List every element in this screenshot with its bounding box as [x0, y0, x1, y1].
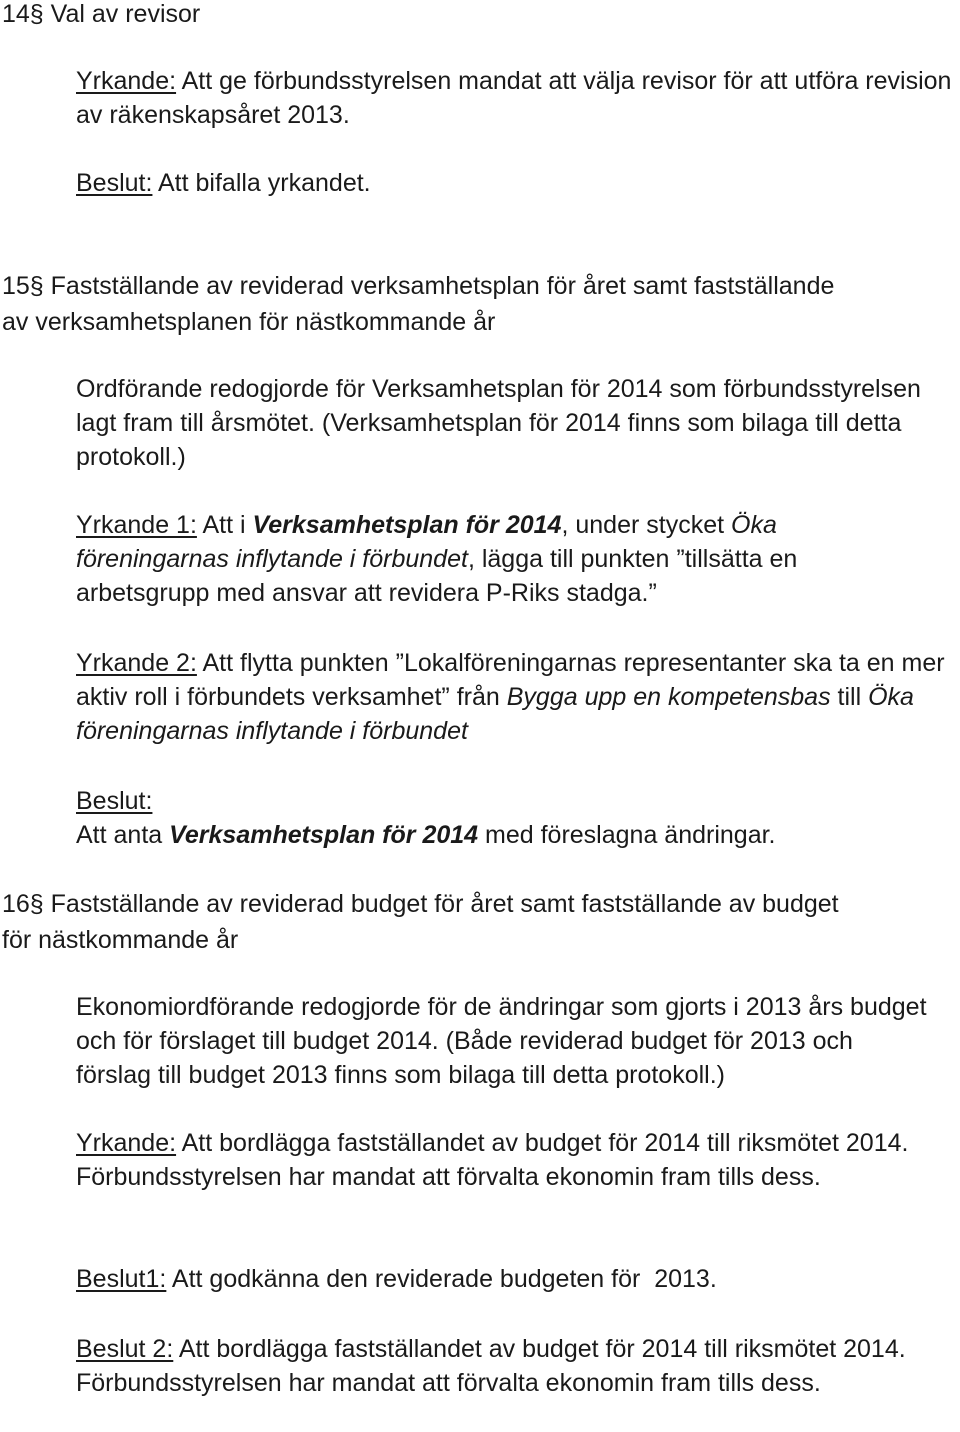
section-16-beslut-1 [0, 1262, 960, 1296]
beslut-text-c: med föreslagna ändringar. [478, 821, 776, 849]
beslut-text: Att bifalla yrkandet. [152, 169, 371, 197]
section-15 [0, 268, 960, 340]
yrkande-1-bold-ref: Verksamhetsplan för 2014 [252, 511, 562, 539]
section-16-beslut-2 [0, 1332, 960, 1400]
yrkande-1-text-a: Att i [196, 511, 253, 539]
beslut-label-line [0, 784, 960, 818]
yrkande-paragraph [0, 1126, 960, 1194]
yrkande-text: Att bordlägga fastställandet av budget för 2014 till riksmötet 2014. Förbundsstyrelsen har mandat att förvalta ekonomin fram tills dess. [76, 1129, 909, 1191]
section-16 [0, 886, 960, 958]
yrkande-1-text-c: , under stycket [561, 511, 731, 539]
beslut-bold-ref: Verksamhetsplan för 2014 [169, 821, 479, 849]
beslut-1-paragraph [0, 1262, 960, 1296]
yrkande-2-label: Yrkande 2: [76, 649, 197, 677]
yrkande-2-text-a: Att flytta punkten ”Lokalföreningarnas representanter ska ta en mer aktiv roll i förbundets verksamhet” från [76, 649, 945, 711]
yrkande-1-text-e: , lägga till punkten ”tillsätta en arbetsgrupp med ansvar att revidera P-Riks stadga.” [76, 545, 798, 607]
beslut-text-a: Att anta [76, 821, 170, 849]
beslut-1-text: Att godkänna den reviderade budgeten för 2013. [166, 1265, 717, 1293]
beslut-1-label: Beslut1: [76, 1265, 167, 1293]
yrkande-2-paragraph [0, 646, 960, 748]
section-16-heading: 16§ Fastställande av reviderad budget för året samt fastställande av budget för nästkommande år [2, 890, 839, 954]
yrkande-label: Yrkande: [76, 1129, 177, 1157]
beslut-label: Beslut: [76, 787, 153, 815]
yrkande-text: Att ge förbundsstyrelsen mandat att välja revisor för att utföra revision av räkenskapsåret 2013. [76, 67, 952, 129]
beslut-text-line [0, 818, 960, 852]
yrkande-label: Yrkande: [76, 67, 177, 95]
section-15-beslut [0, 784, 960, 852]
section-16-yrkande [0, 1126, 960, 1194]
beslut-2-paragraph [0, 1332, 960, 1400]
yrkande-1-paragraph [0, 508, 960, 610]
section-14 [0, 0, 960, 32]
yrkande-1-italic-ref: Öka föreningarnas inflytande i förbundet [76, 511, 777, 573]
yrkande-2-italic-from: Bygga upp en kompetensbas [506, 683, 831, 711]
intro-paragraph: Ekonomiordförande redogjorde för de ändringar som gjorts i 2013 års budget och för förslaget till budget 2014. (Både reviderad budget för 2013 och förslag till budget 2013 finns som bilaga till detta protokoll.) [76, 993, 927, 1089]
yrkande-2-text-c: till [830, 683, 869, 711]
section-16-intro [0, 990, 960, 1092]
section-15-yrkande-2 [0, 646, 960, 748]
yrkande-1-label: Yrkande 1: [76, 511, 197, 539]
intro-paragraph: Ordförande redogjorde för Verksamhetsplan för 2014 som förbundsstyrelsen lagt fram till årsmötet. (Verksamhetsplan för 2014 finns som bilaga till detta protokoll.) [76, 375, 921, 471]
beslut-label: Beslut: [76, 169, 153, 197]
yrkande-2-italic-to: Öka föreningarnas inflytande i förbundet [76, 683, 914, 745]
section-15-yrkande-1 [0, 508, 960, 610]
beslut-2-label: Beslut 2: [76, 1335, 174, 1363]
section-14-heading: 14§ Val av revisor [2, 0, 201, 28]
section-15-intro [0, 372, 960, 474]
beslut-2-text: Att bordlägga fastställandet av budget för 2014 till riksmötet 2014. Förbundsstyrelsen har mandat att förvalta ekonomin fram tills dess. [76, 1335, 906, 1397]
section-14-beslut [0, 166, 960, 200]
section-14-yrkande [0, 64, 960, 132]
yrkande-paragraph [0, 64, 960, 132]
beslut-paragraph [0, 166, 960, 200]
section-15-heading: 15§ Fastställande av reviderad verksamhetsplan för året samt fastställande av verksamhetsplanen för nästkommande år [2, 272, 835, 336]
